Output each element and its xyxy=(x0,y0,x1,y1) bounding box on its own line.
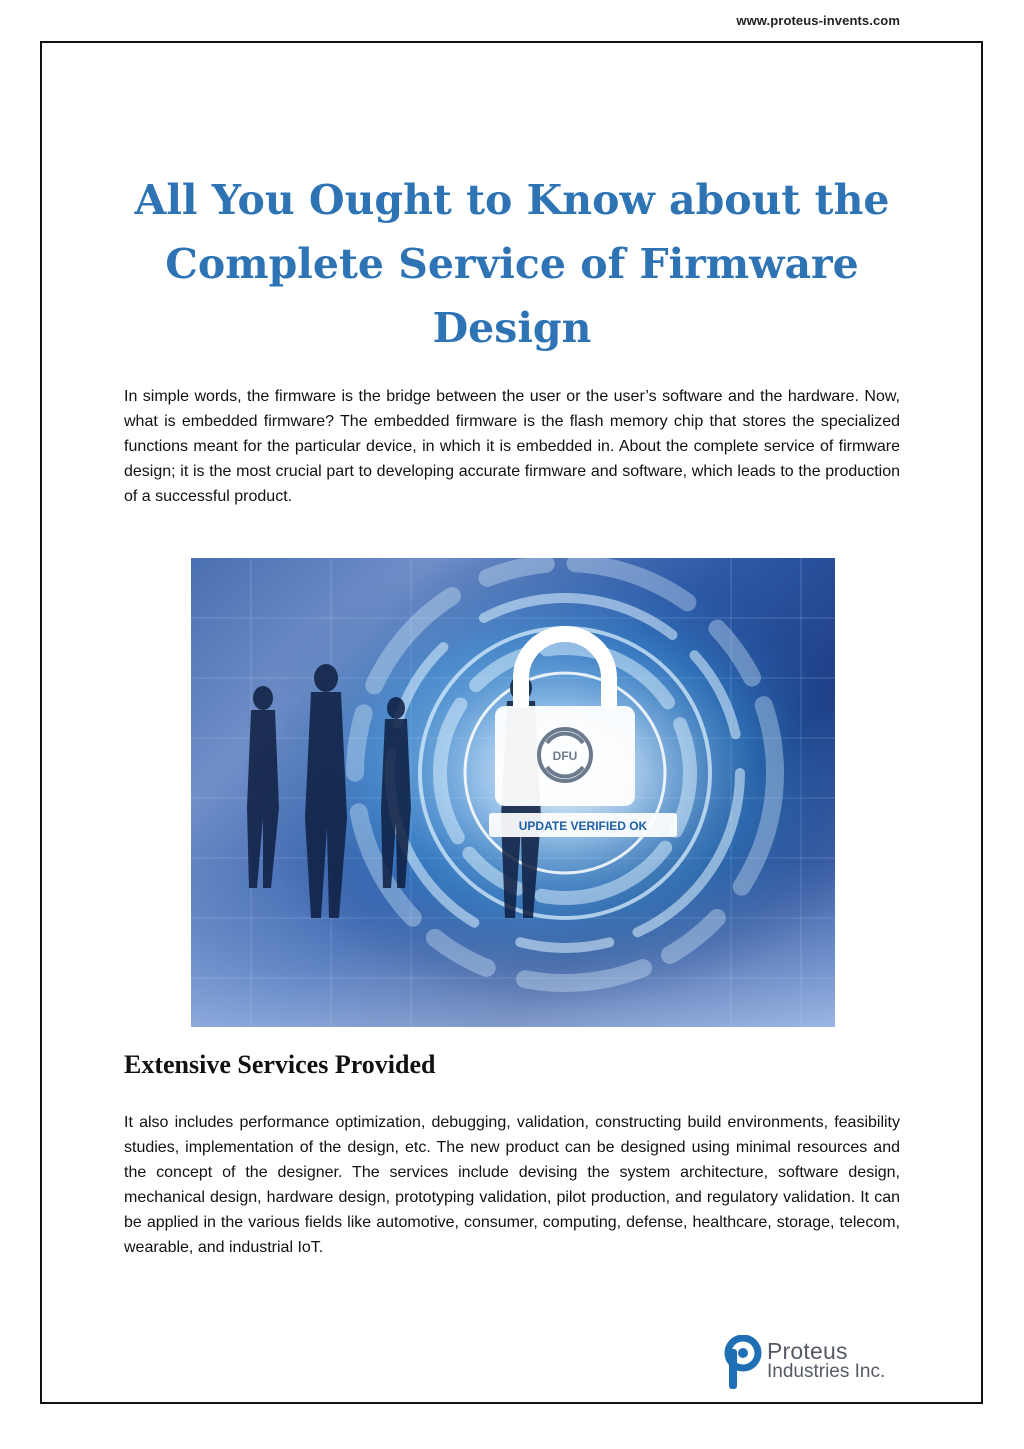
company-subtitle: Industries Inc. xyxy=(767,1361,886,1382)
site-url[interactable]: www.proteus-invents.com xyxy=(736,13,900,28)
update-banner-text: UPDATE VERIFIED OK xyxy=(518,819,648,833)
company-logo xyxy=(723,1335,913,1395)
page-title: All You Ought to Know about the Complete Service of Firmware Design xyxy=(134,176,890,352)
intro-paragraph: In simple words, the firmware is the bridge between the user or the user’s software and the hardware. Now, what is embedded firmware? The embedded firmware is the flash memory chip that stores the specialized functions meant for the particular device, in which it is embedded in. About the complete service of firmware design; it is the most crucial part to developing accurate firmware and software, which leads to the production of a successful product. xyxy=(124,388,900,505)
services-paragraph: It also includes performance optimization, debugging, validation, constructing build environments, feasibility studies, implementation of the design, etc. The new product can be designed using minimal resources and the concept of the designer. The services include devising the system architecture, software design, mechanical design, hardware design, prototyping validation, pilot production, and regulatory validation. It can be applied in the various fields like automotive, consumer, computing, defense, healthcare, storage, telecom, wearable, and industrial IoT. xyxy=(124,1114,900,1256)
company-name: Proteus xyxy=(767,1338,848,1364)
hero-illustration xyxy=(191,558,835,1027)
proteus-logo-icon xyxy=(723,1335,763,1391)
section-heading: Extensive Services Provided xyxy=(124,1050,436,1079)
hero-image xyxy=(191,558,835,1027)
dfu-badge-text: DFU xyxy=(552,749,578,763)
